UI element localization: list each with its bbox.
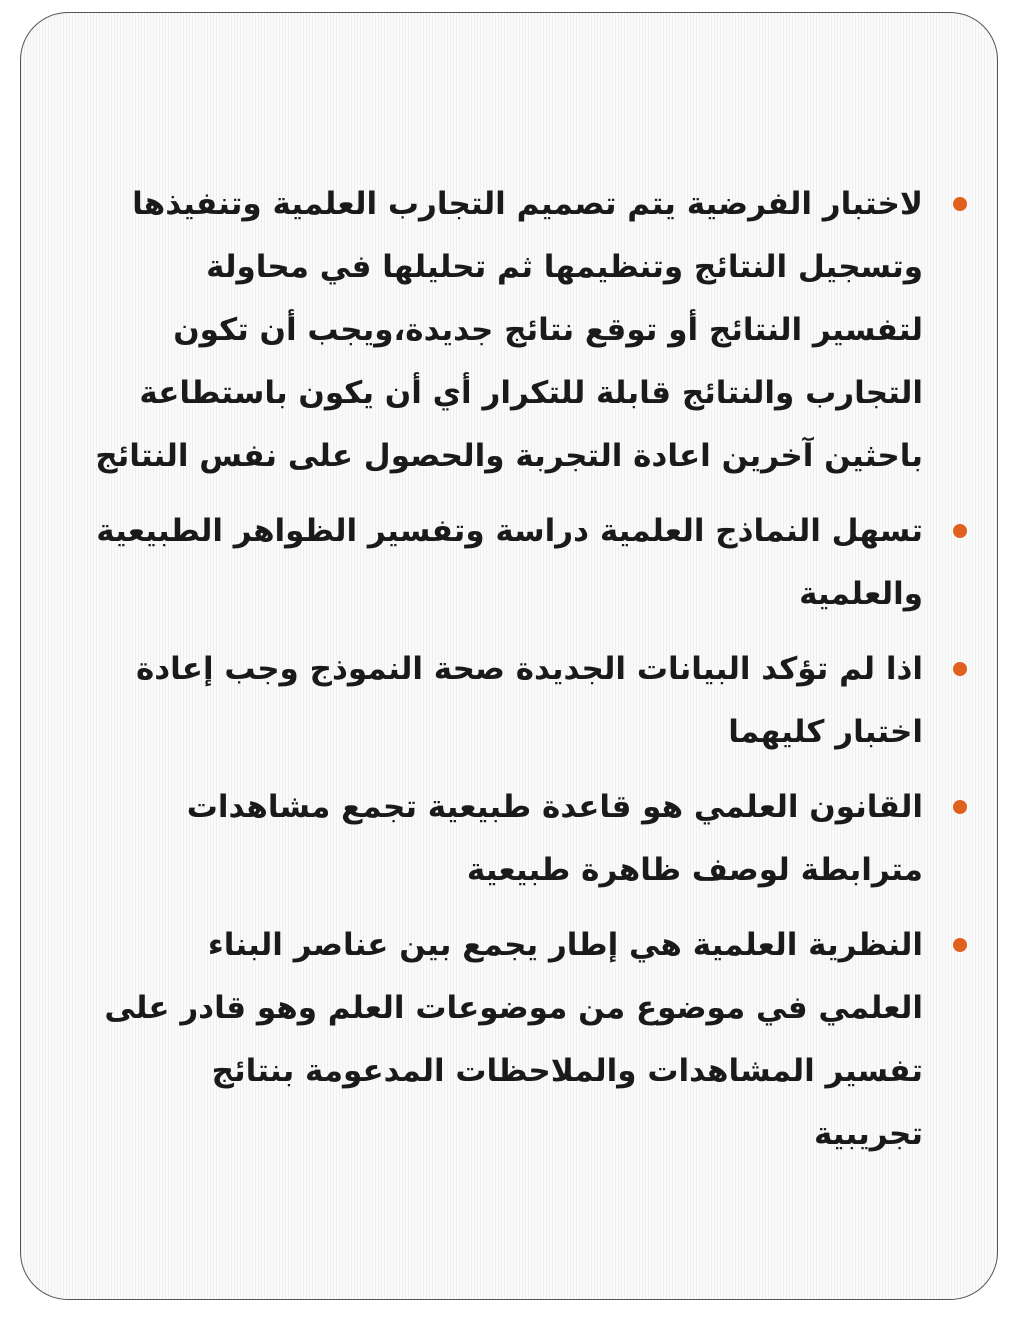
bullet-item-model-retesting (95, 638, 923, 764)
bullet-list (95, 173, 923, 1166)
bullet-text: لاختبار الفرضية يتم تصميم التجارب العلمية وتنفيذها وتسجيل النتائج وتنظيمها ثم تحليلها في محاولة لتفسير النتائج أو توقع نتائج جديدة،ويجب أن تكون التجارب والنتائج قابلة للتكرار أي أن يكون باستطاعة باحثين آخرين اعادة التجربة والحصول على نفس النتائج (95, 186, 923, 474)
bullet-dot-icon (953, 662, 967, 676)
bullet-dot-icon (953, 938, 967, 952)
bullet-dot-icon (953, 800, 967, 814)
bullet-dot-icon (953, 524, 967, 538)
slide-content (95, 173, 923, 1178)
bullet-item-scientific-theory (95, 914, 923, 1166)
bullet-item-scientific-law (95, 776, 923, 902)
bullet-text: النظرية العلمية هي إطار يجمع بين عناصر البناء العلمي في موضوع من موضوعات العلم وهو قادر على تفسير المشاهدات والملاحظات المدعومة بنتائج تجريبية (104, 927, 923, 1152)
bullet-dot-icon (953, 197, 967, 211)
slide-frame (20, 12, 998, 1300)
bullet-item-hypothesis-testing (95, 173, 923, 488)
bullet-text: تسهل النماذج العلمية دراسة وتفسير الظواهر الطبيعية والعلمية (96, 513, 923, 612)
bullet-item-scientific-models (95, 500, 923, 626)
bullet-text: اذا لم تؤكد البيانات الجديدة صحة النموذج وجب إعادة اختبار كليهما (135, 651, 923, 750)
bullet-text: القانون العلمي هو قاعدة طبيعية تجمع مشاهدات مترابطة لوصف ظاهرة طبيعية (186, 789, 923, 888)
